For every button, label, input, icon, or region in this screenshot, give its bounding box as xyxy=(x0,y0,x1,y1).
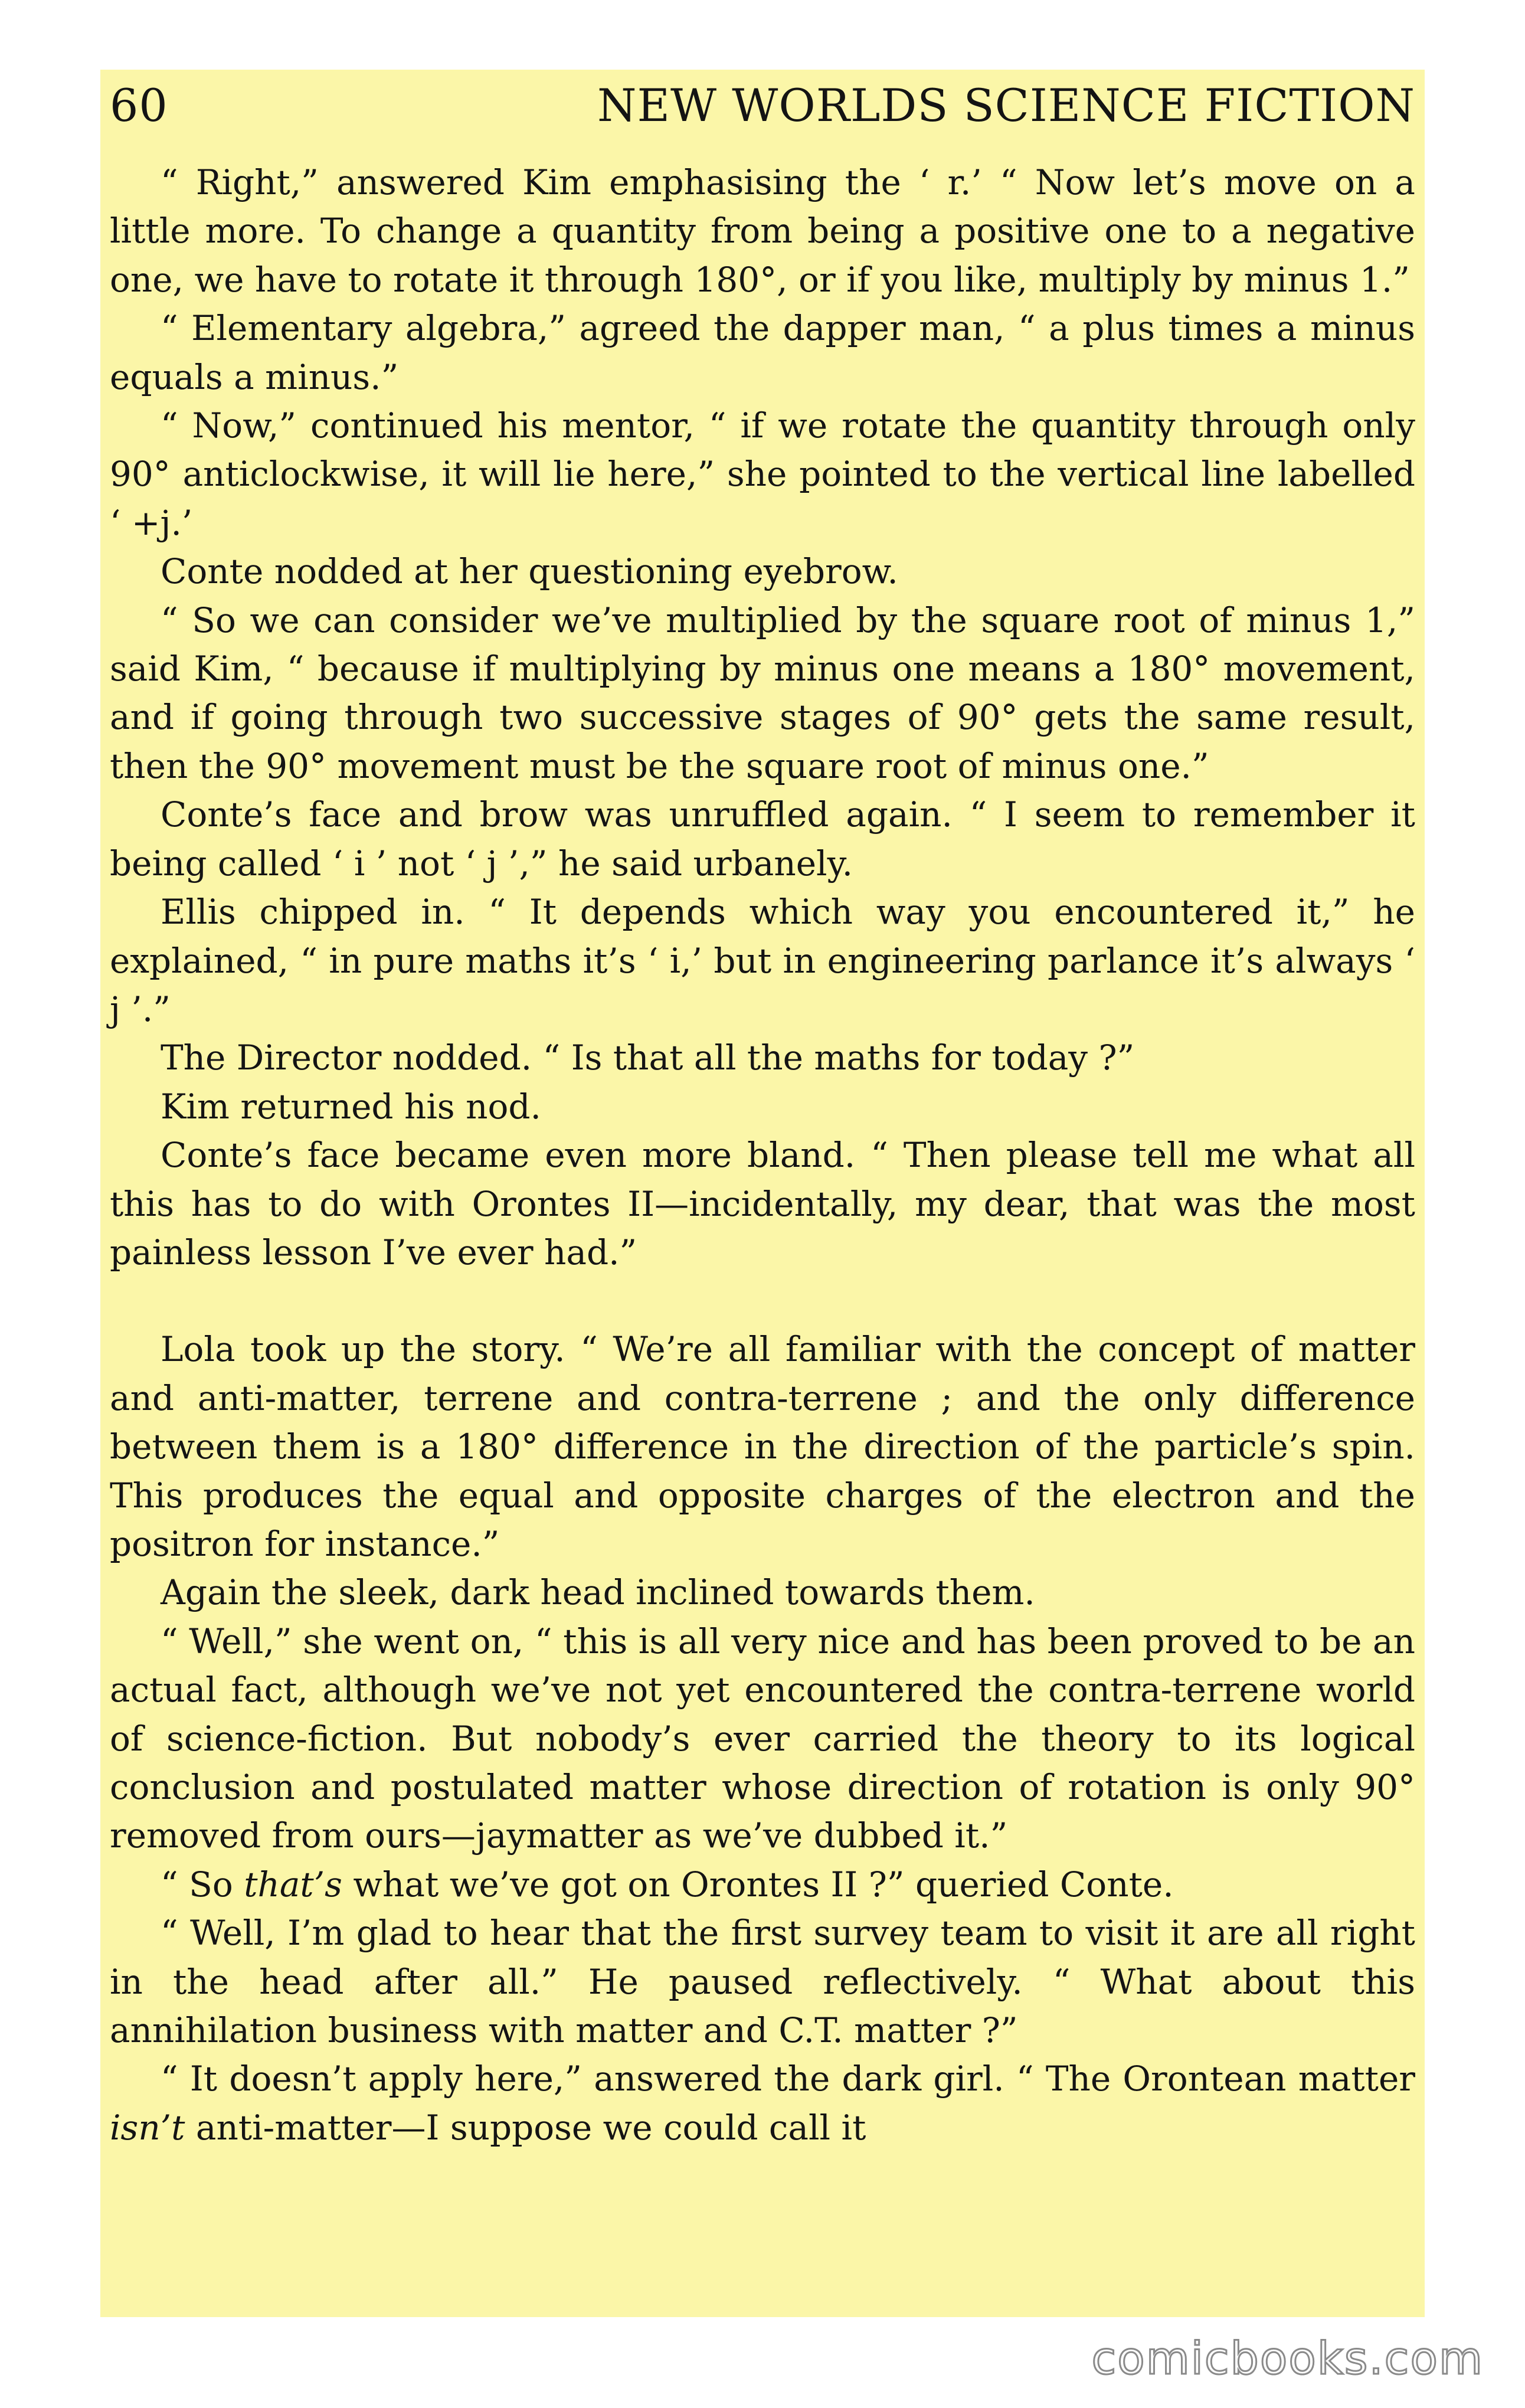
paragraph: “ Right,” answered Kim emphasising the ‘ r.’ “ Now let’s move on a little more. To change a quantity from being a positive one to a negative one, we have to rotate it through 180°, or if you like, multiply by minus 1.” xyxy=(110,162,1415,300)
running-head: NEW WORLDS SCIENCE FICTION xyxy=(597,79,1415,132)
paragraph: Conte nodded at her questioning eyebrow. xyxy=(161,551,898,592)
paragraph: Conte’s face and brow was unruffled again. “ I seem to remember it being called ‘ i ’ not ‘ j ’,” he said urbanely. xyxy=(110,794,1415,884)
emphasis-text: that’s xyxy=(244,1864,342,1905)
emphasis-text: isn’t xyxy=(110,2107,185,2148)
text-run: what we’ve got on Orontes II ?” queried Conte. xyxy=(342,1864,1174,1905)
story-text xyxy=(110,158,1415,2152)
book-page xyxy=(100,70,1425,2317)
section-break xyxy=(110,1277,1415,1325)
paragraph: “ Well,” she went on, “ this is all very nice and has been proved to be an actual fact, although we’ve not yet encountered the contra-terrene world of science-fiction. But nobody’s ever carried the theory to its logical conclusion and postulated matter whose direction of rotation is only 90° removed from ours—jaymatter as we’ve dubbed it.” xyxy=(110,1621,1415,1856)
paragraph: Ellis chipped in. “ It depends which way you encountered it,” he explained, “ in pure maths it’s ‘ i,’ but in engineering parlance it’s always ‘ j ’.” xyxy=(110,892,1415,1029)
paragraph: “ Well, I’m glad to hear that the first survey team to visit it are all right in the head after all.” He paused reflectively. “ What about this annihilation business with matter and C.T. matter ?” xyxy=(110,1913,1415,2051)
paragraph: Kim returned his nod. xyxy=(161,1086,541,1127)
page-header xyxy=(110,73,1415,138)
paragraph xyxy=(110,1860,1415,1909)
text-run: “ It doesn’t apply here,” answered the dark girl. “ The Orontean matter xyxy=(161,2059,1415,2099)
paragraph: Again the sleek, dark head inclined towards them. xyxy=(161,1572,1035,1613)
page-number: 60 xyxy=(110,79,168,132)
paragraph: Lola took up the story. “ We’re all familiar with the concept of matter and anti-matter, terrene and contra-terrene ; and the only difference between them is a 180° difference in the direction of the particle’s spin. This produces the equal and opposite charges of the electron and the positron for instance.” xyxy=(110,1329,1415,1564)
paragraph: “ Elementary algebra,” agreed the dapper man, “ a plus times a minus equals a minus.” xyxy=(110,308,1415,397)
paragraph xyxy=(110,2054,1415,2152)
watermark: comicbooks.com xyxy=(1091,2332,1484,2384)
text-run: anti-matter—I suppose we could call it xyxy=(185,2107,866,2148)
text-run: “ So xyxy=(161,1864,244,1905)
paragraph: Conte’s face became even more bland. “ Then please tell me what all this has to do with Orontes II—incidentally, my dear, that was the most painless lesson I’ve ever had.” xyxy=(110,1135,1415,1272)
paragraph: The Director nodded. “ Is that all the maths for today ?” xyxy=(161,1038,1135,1078)
paragraph: “ So we can consider we’ve multiplied by the square root of minus 1,” said Kim, “ because if multiplying by minus one means a 180° movement, and if going through two successive stages of 90° gets the same result, then the 90° movement must be the square root of minus one.” xyxy=(110,600,1415,786)
paragraph: “ Now,” continued his mentor, “ if we rotate the quantity through only 90° anticlockwise, it will lie here,” she pointed to the vertical line labelled ‘ +j.’ xyxy=(110,405,1415,543)
